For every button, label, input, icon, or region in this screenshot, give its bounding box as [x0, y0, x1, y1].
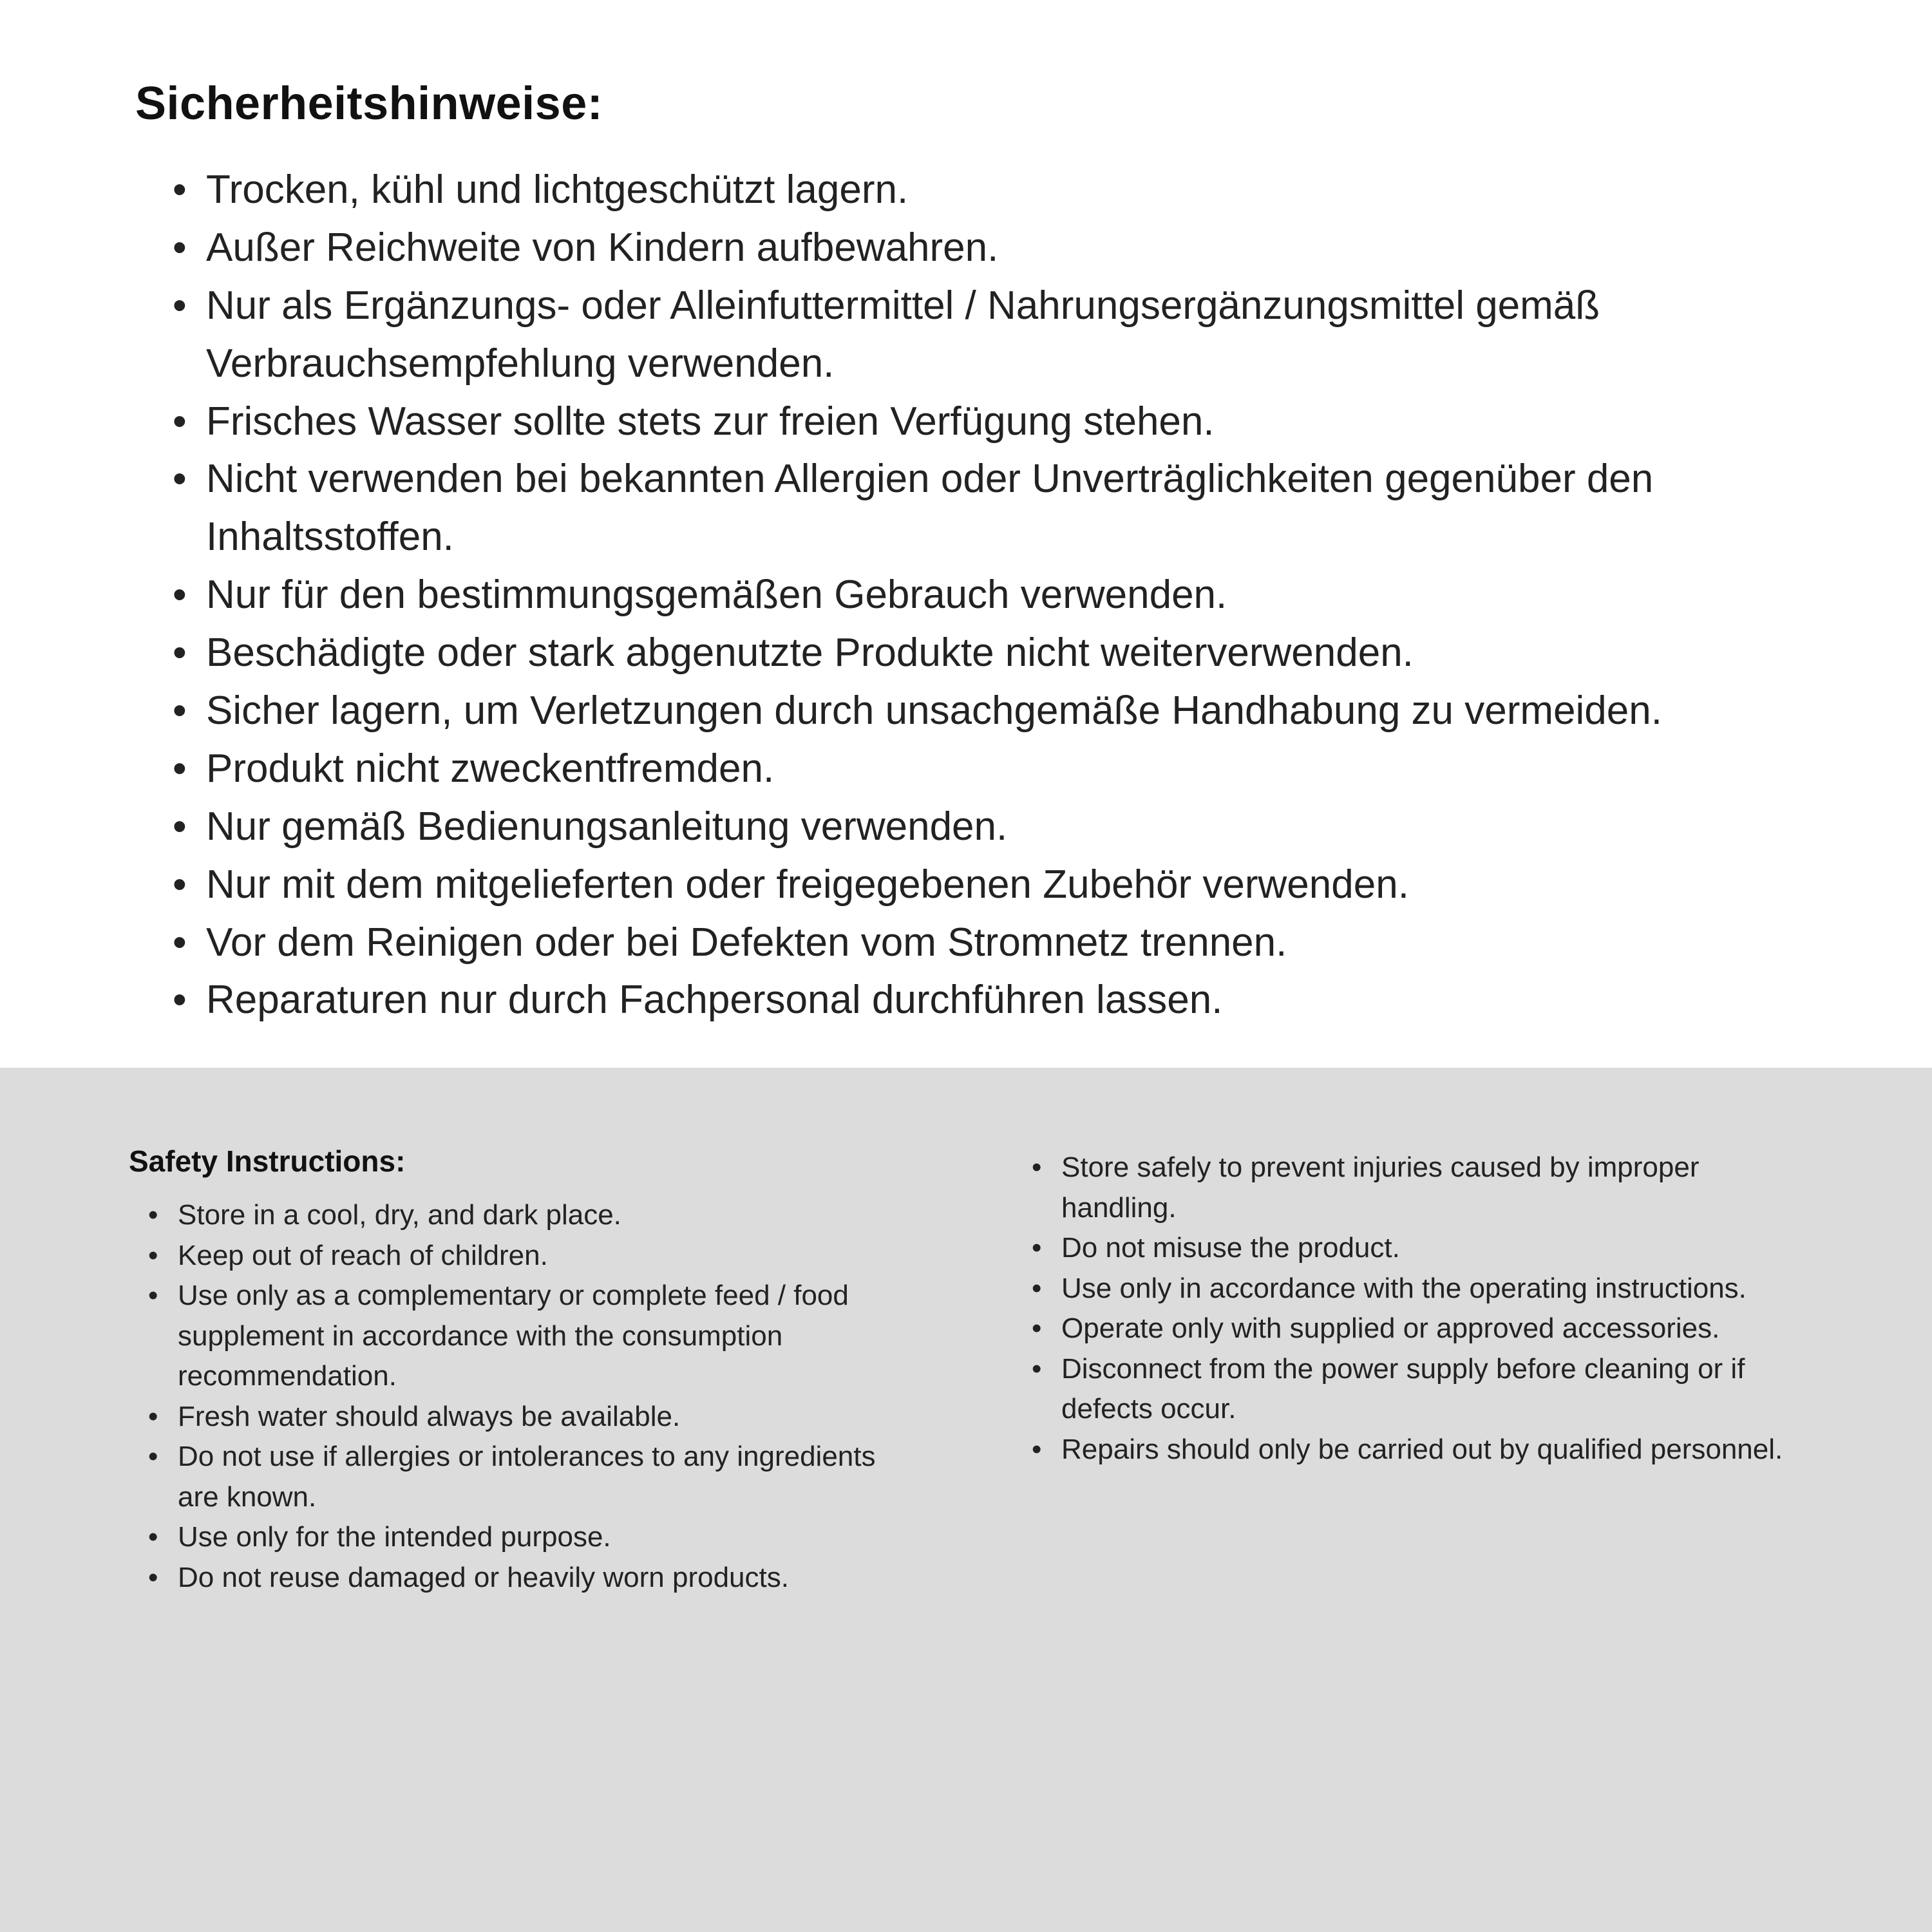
- safety-item: • Frisches Wasser sollte stets zur freien Verfügung stehen.: [135, 393, 1771, 451]
- english-safety-list-right: [1024, 1148, 1784, 1470]
- english-section-title: Safety Instructions:: [129, 1144, 406, 1179]
- english-right-column: [1024, 1144, 1784, 1470]
- safety-item: • Fresh water should always be available.: [129, 1397, 889, 1437]
- english-safety-section: [0, 1068, 1932, 1932]
- safety-item: • Beschädigte oder stark abgenutzte Produkte nicht weiterverwenden.: [135, 624, 1771, 682]
- safety-item: • Trocken, kühl und lichtgeschützt lagern.: [135, 161, 1771, 219]
- safety-item: • Use only in accordance with the operating instructions.: [1024, 1269, 1784, 1309]
- safety-item: • Nicht verwenden bei bekannten Allergien oder Unverträglichkeiten gegenüber den Inhaltsstoffen.: [135, 450, 1771, 566]
- german-safety-list: [135, 161, 1771, 1029]
- safety-item: • Vor dem Reinigen oder bei Defekten vom Stromnetz trennen.: [135, 914, 1771, 972]
- safety-item: • Do not reuse damaged or heavily worn products.: [129, 1558, 889, 1598]
- safety-item: • Nur mit dem mitgelieferten oder freigegebenen Zubehör verwenden.: [135, 856, 1771, 914]
- safety-item: • Reparaturen nur durch Fachpersonal durchführen lassen.: [135, 971, 1771, 1029]
- english-left-column: [129, 1144, 889, 1598]
- safety-item: • Operate only with supplied or approved accessories.: [1024, 1309, 1784, 1349]
- safety-item: • Use only as a complementary or complete feed / food supplement in accordance with the consumption recommendation.: [129, 1276, 889, 1396]
- safety-item: • Do not misuse the product.: [1024, 1228, 1784, 1268]
- safety-item: • Store safely to prevent injuries caused by improper handling.: [1024, 1148, 1784, 1228]
- english-safety-list-left: [129, 1195, 889, 1598]
- safety-item: • Use only for the intended purpose.: [129, 1517, 889, 1557]
- safety-item: • Do not use if allergies or intolerances to any ingredients are known.: [129, 1437, 889, 1517]
- safety-item: • Nur gemäß Bedienungsanleitung verwenden.: [135, 798, 1771, 856]
- safety-item: • Repairs should only be carried out by qualified personnel.: [1024, 1430, 1784, 1470]
- safety-item: • Produkt nicht zweckentfremden.: [135, 740, 1771, 798]
- safety-item: • Keep out of reach of children.: [129, 1236, 889, 1276]
- safety-item: • Außer Reichweite von Kindern aufbewahren.: [135, 219, 1771, 277]
- safety-item: • Nur als Ergänzungs- oder Alleinfuttermittel / Nahrungsergänzungsmittel gemäß Verbrauchsempfehlung verwenden.: [135, 277, 1771, 393]
- safety-item: • Disconnect from the power supply before cleaning or if defects occur.: [1024, 1349, 1784, 1430]
- safety-item: • Nur für den bestimmungsgemäßen Gebrauch verwenden.: [135, 566, 1771, 624]
- german-section-title: Sicherheitshinweise:: [135, 78, 603, 129]
- safety-item: • Sicher lagern, um Verletzungen durch unsachgemäße Handhabung zu vermeiden.: [135, 682, 1771, 740]
- safety-item: • Store in a cool, dry, and dark place.: [129, 1195, 889, 1235]
